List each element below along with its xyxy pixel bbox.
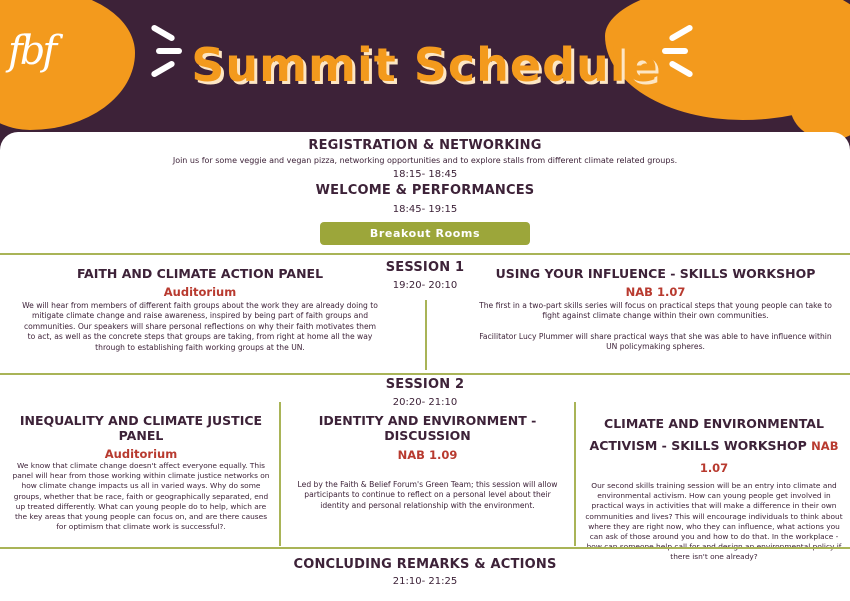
welcome-title: WELCOME & PERFORMANCES [315,183,535,198]
welcome-time: 18:45- 19:15 [392,204,458,215]
registration-title: REGISTRATION & NETWORKING [308,138,542,153]
session1-time: 19:20- 20:10 [392,280,458,291]
session2-divider-left [279,402,281,546]
breakout-rooms-banner: Breakout Rooms [320,222,530,245]
session2-right-block [585,413,843,563]
session2-middle-title: IDENTITY AND ENVIRONMENT - DISCUSSION [318,413,537,443]
page-title: Summit Schedule [191,38,659,92]
session1-right-description: The first in a two-part skills series will focus on practical steps that young people can take to fight against climate change within their own communities. [479,301,832,321]
session2-title: SESSION 2 [385,377,465,392]
session2-left-block [10,413,272,532]
session2-time: 20:20- 21:10 [392,397,458,408]
session2-left-location: Auditorium [104,447,178,461]
session2-right-title: CLIMATE AND ENVIRONMENTAL ACTIVISM - SKILLS WORKSHOP [589,416,824,453]
session2-divider-right [574,402,576,546]
divider-session1-top [0,253,850,255]
session2-right-description: Our second skills training session will be an entry into climate and environmental activism. How can young people get involved in practical ways in activities that will make a difference in their own communities and lives? This will encourage individuals to think about where they are right now, who they can influence, what actions you can ask of those around you and how to do that. In the workplace - there isn't one already? [585,481,843,562]
fbf-logo: fbf [8,28,55,74]
session2-middle-description: Led by the Faith & Belief Forum's Green Team; this session will allow participants to continue to reflect on a personal level about their identity and personal relationship with the environment. [297,480,558,510]
session1-title: SESSION 1 [385,260,465,275]
session2-left-title: INEQUALITY AND CLIMATE JUSTICE PANEL [19,413,263,443]
session1-divider [425,300,427,370]
session2-left-description: We know that climate change doesn't affect everyone equally. This panel will hear from those working within climate justice networks on how climate change impacts us all in varied ways. Why do some groups, whether that be race, faith or geographically separated, end up treated differently. What can young people do to help, which are the key areas that young people can focus on, and are there causes for optimism that climate work is successful?. [12,461,270,532]
session2-middle-location: NAB 1.09 [397,448,458,462]
session1-left-description: We will hear from members of different faith groups about the work they are already doing to mitigate climate change and raise awareness, inspired by being part of faith groups and communities. Our speakers will share personal reflections on why their faith motivates them to act, as well as the concrete steps that groups are taking, from right at home all the way through to establishing faith working groups at the UN. [22,301,378,352]
session1-left-title: FAITH AND CLIMATE ACTION PANEL [76,266,324,281]
session1-right-block [478,266,833,353]
session2-middle-block [290,413,565,511]
session1-right-title: USING YOUR INFLUENCE - SKILLS WORKSHOP [495,266,816,281]
session1-left-location: Auditorium [163,285,237,299]
session1-right-location: NAB 1.07 [625,285,686,299]
session2-right-title-line [585,413,843,479]
schedule-card [0,132,850,601]
concluding-title: CONCLUDING REMARKS & ACTIONS [293,557,557,572]
session2-right-location: NAB 1.07 [699,439,839,475]
session1-left-block [20,266,380,353]
session1-right-description2: Facilitator Lucy Plummer will share practical ways that she was able to have influence within UN policymaking spheres. [479,331,832,352]
concluding-time: 21:10- 21:25 [392,576,458,587]
divider-concluding-top [0,547,850,549]
registration-time: 18:15- 18:45 [392,169,458,180]
divider-session2-top [0,373,850,375]
registration-description: Join us for some veggie and vegan pizza, networking opportunities and to explore stalls from different climate related groups. [172,156,678,165]
